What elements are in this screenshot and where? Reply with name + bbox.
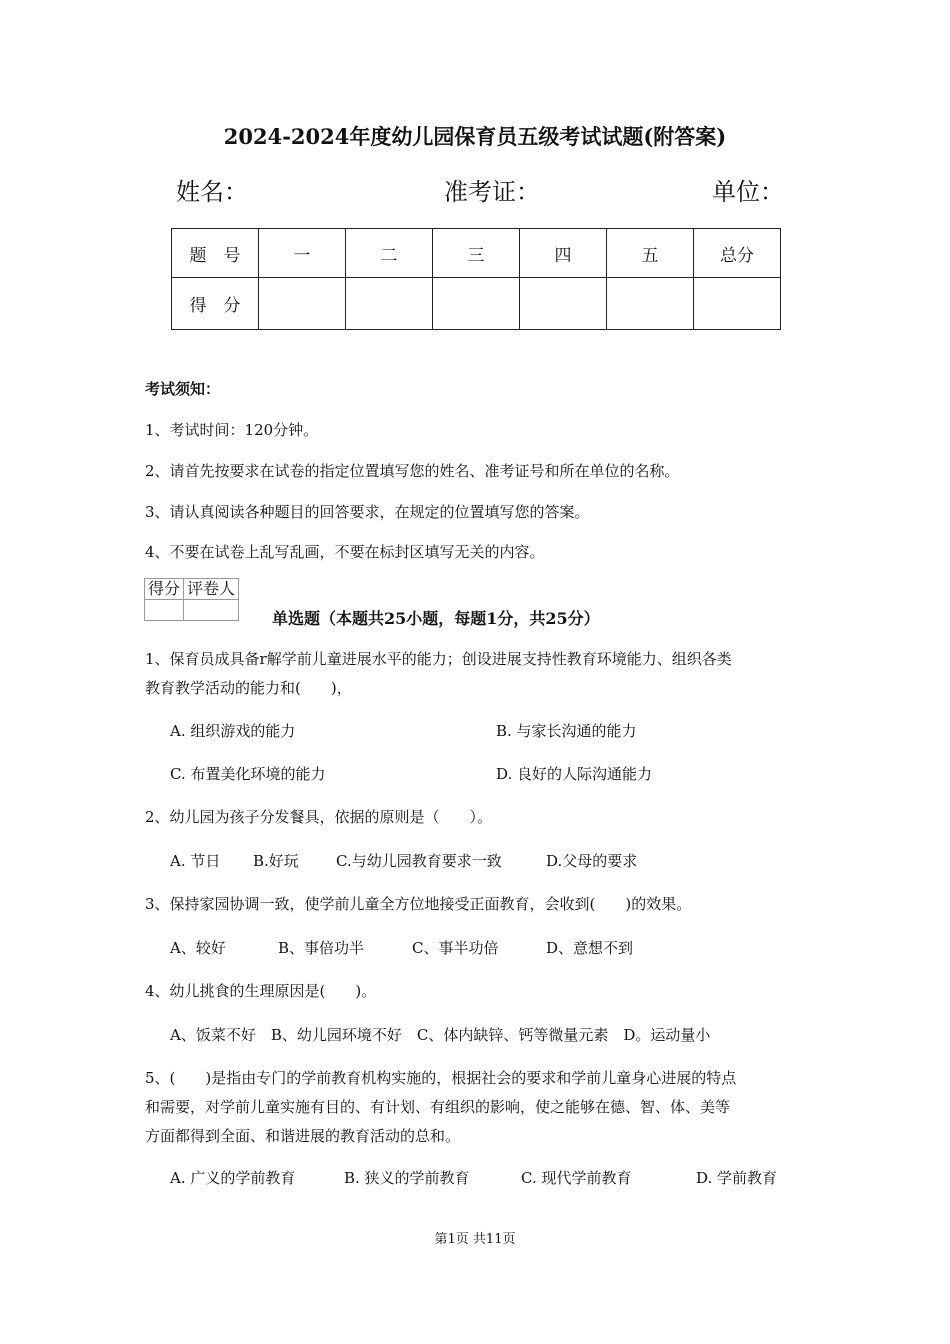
q2-option-d[interactable]: D.父母的要求 [546,852,638,870]
question-5-line-2: 和需要，对学前儿童实施有目的、有计划、有组织的影响，使之能够在德、智、体、美等 [145,1098,731,1116]
q1-option-b[interactable]: B. 与家长沟通的能力 [496,722,637,740]
exam-id-field-label: 准考证： [444,178,540,206]
unit-field-label: 单位： [712,178,784,206]
grader-name-cell[interactable] [184,600,239,621]
grader-label: 评卷人 [184,579,239,600]
q5-option-d[interactable]: D. 学前教育 [696,1169,778,1187]
q3-option-b[interactable]: B、事倍功半 [278,939,365,957]
question-1-line-2: 教育教学活动的能力和( )， [145,679,352,697]
question-5-line-1: 5、( )是指由专门的学前教育机构实施的，根据社会的要求和学前儿童身心进展的特点 [145,1069,737,1087]
q2-option-c[interactable]: C.与幼儿园教育要求一致 [336,852,502,870]
q1-option-d[interactable]: D. 良好的人际沟通能力 [496,765,653,783]
name-field-label: 姓名： [176,178,248,206]
header-cell-5: 五 [607,229,694,278]
notice-heading: 考试须知： [145,380,221,398]
score-cell[interactable] [694,278,781,330]
grader-score-label: 得分 [145,579,184,600]
score-cell[interactable] [520,278,607,330]
page-footer: 第1页 共11页 [434,1232,516,1247]
q5-option-a[interactable]: A. 广义的学前教育 [170,1169,296,1187]
q2-option-a[interactable]: A. 节日 [170,852,221,870]
header-cell-2: 二 [346,229,433,278]
score-row-label: 得 分 [172,278,259,330]
q3-option-d[interactable]: D、意想不到 [546,939,634,957]
q2-option-b[interactable]: B.好玩 [253,852,299,870]
question-4: 4、幼儿挑食的生理原因是( )。 [145,982,377,1000]
notice-item: 1、考试时间：120分钟。 [145,421,319,439]
grader-table [144,578,239,621]
score-cell[interactable] [607,278,694,330]
score-cell[interactable] [259,278,346,330]
q4-options[interactable]: A、饭菜不好 B、幼儿园环境不好 C、体内缺锌、钙等微量元素 D。运动量小 [170,1026,711,1044]
q1-option-c[interactable]: C. 布置美化环境的能力 [170,765,326,783]
q5-option-b[interactable]: B. 狭义的学前教育 [344,1169,470,1187]
score-table-header-row [172,229,781,278]
question-2: 2、幼儿园为孩子分发餐具，依据的原则是（ ）。 [145,808,493,826]
score-cell[interactable] [433,278,520,330]
notice-item: 4、不要在试卷上乱写乱画，不要在标封区填写无关的内容。 [145,543,545,561]
notice-item: 2、请首先按要求在试卷的指定位置填写您的姓名、准考证号和所在单位的名称。 [145,462,680,480]
question-1-line-1: 1、保育员成具备r解学前儿童进展水平的能力；创设进展支持性教育环境能力、组织各类 [145,650,732,668]
header-cell-total: 总分 [694,229,781,278]
q3-option-a[interactable]: A、较好 [170,939,226,957]
score-table [171,228,781,330]
score-cell[interactable] [346,278,433,330]
header-cell-label: 题 号 [172,229,259,278]
header-cell-4: 四 [520,229,607,278]
q5-option-c[interactable]: C. 现代学前教育 [521,1169,632,1187]
q3-option-c[interactable]: C、事半功倍 [412,939,499,957]
page-title: 2024-2024年度幼儿园保育员五级考试试题(附答案) [223,124,727,149]
score-table-score-row [172,278,781,330]
question-5-line-3: 方面都得到全面、和谐进展的教育活动的总和。 [145,1127,461,1145]
header-cell-3: 三 [433,229,520,278]
section-title: 单选题（本题共25小题，每题1分，共25分） [272,609,600,628]
question-3: 3、保持家园协调一致，使学前儿童全方位地接受正面教育，会收到( )的效果。 [145,895,692,913]
header-cell-1: 一 [259,229,346,278]
grader-score-cell[interactable] [145,600,184,621]
q1-option-a[interactable]: A. 组织游戏的能力 [170,722,296,740]
notice-item: 3、请认真阅读各种题目的回答要求，在规定的位置填写您的答案。 [145,503,590,521]
